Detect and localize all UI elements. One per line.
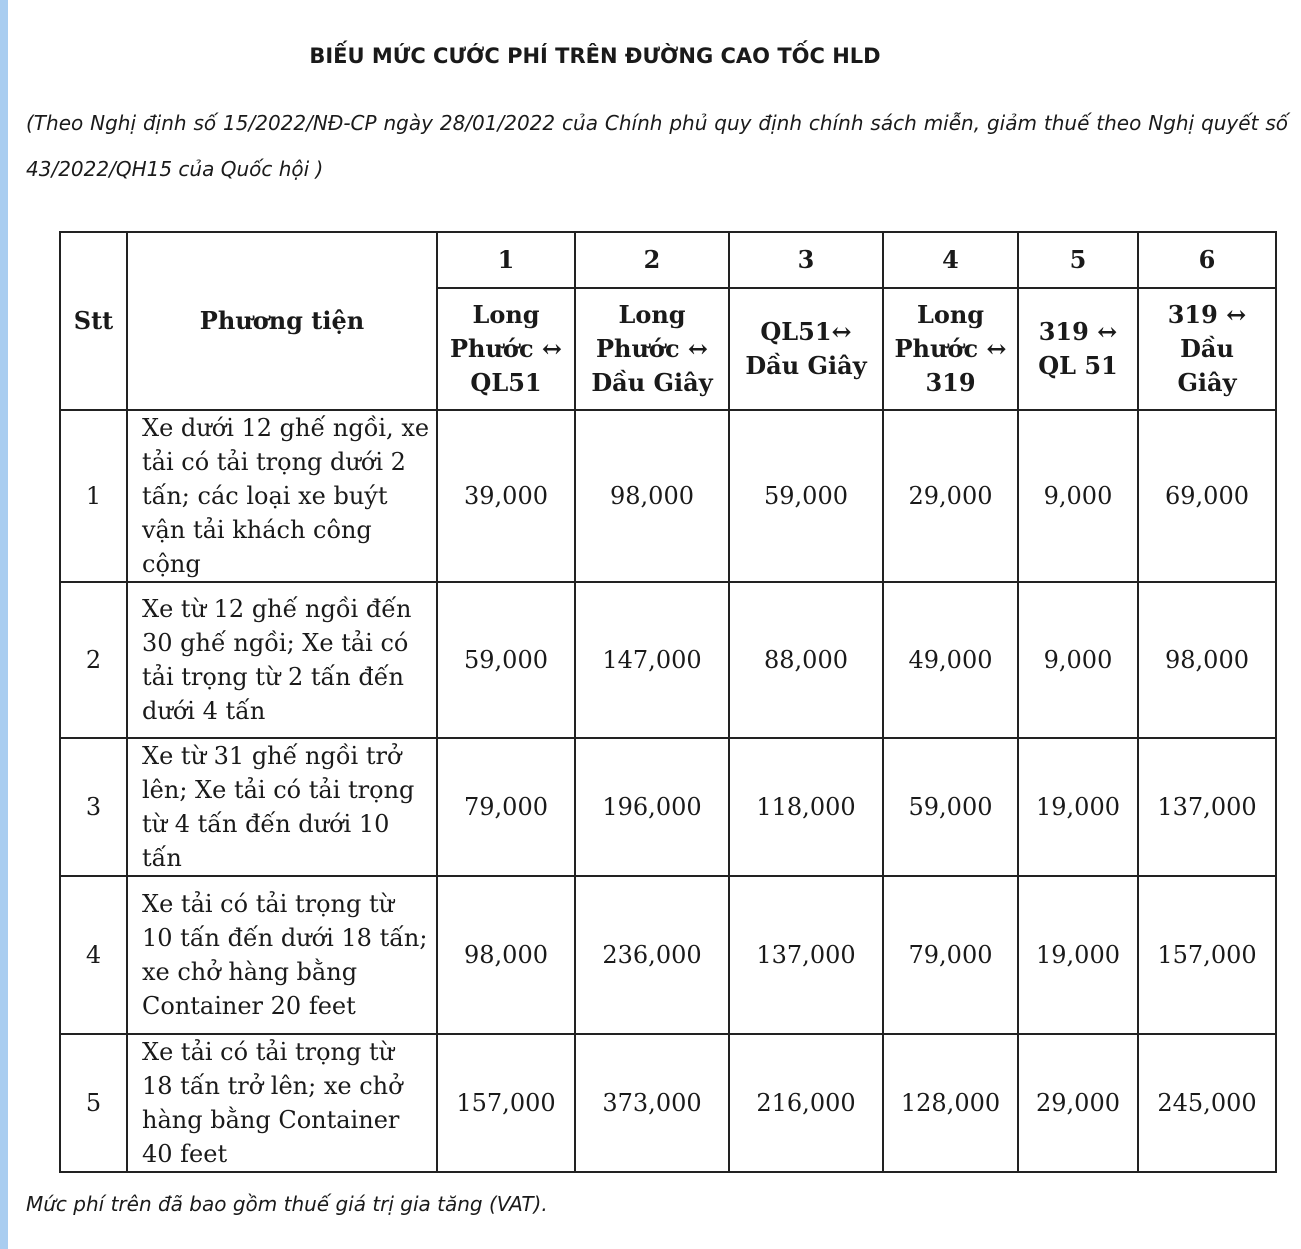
fee-cell: 79,000 bbox=[437, 738, 575, 876]
vehicle-cell: Xe tải có tải trọng từ 10 tấn đến dưới 18 tấn; xe chở hàng bằng Container 20 feet bbox=[127, 876, 437, 1034]
vat-note: Mức phí trên đã bao gồm thuế giá trị gia tăng (VAT). bbox=[26, 1192, 548, 1216]
column-number: 5 bbox=[1018, 232, 1138, 288]
stt-cell: 2 bbox=[60, 582, 127, 738]
fee-cell: 216,000 bbox=[729, 1034, 883, 1172]
fee-cell: 59,000 bbox=[883, 738, 1018, 876]
document-title: BIẾU MỨC CƯỚC PHÍ TRÊN ĐƯỜNG CAO TỐC HLD bbox=[309, 44, 881, 68]
table-row bbox=[60, 582, 1276, 738]
stt-cell: 1 bbox=[60, 410, 127, 582]
fee-cell: 98,000 bbox=[437, 876, 575, 1034]
stt-cell: 3 bbox=[60, 738, 127, 876]
fee-cell: 9,000 bbox=[1018, 410, 1138, 582]
table-row bbox=[60, 876, 1276, 1034]
fee-cell: 19,000 bbox=[1018, 876, 1138, 1034]
vehicle-cell: Xe tải có tải trọng từ 18 tấn trở lên; xe chở hàng bằng Container 40 feet bbox=[127, 1034, 437, 1172]
fee-cell: 137,000 bbox=[1138, 738, 1276, 876]
fee-cell: 128,000 bbox=[883, 1034, 1018, 1172]
fee-cell: 59,000 bbox=[437, 582, 575, 738]
left-accent-bar bbox=[0, 0, 8, 1249]
fee-cell: 88,000 bbox=[729, 582, 883, 738]
column-number: 3 bbox=[729, 232, 883, 288]
route-header: Long Phước ↔ QL51 bbox=[437, 288, 575, 410]
fee-cell: 29,000 bbox=[883, 410, 1018, 582]
column-number: 2 bbox=[575, 232, 729, 288]
fee-cell: 69,000 bbox=[1138, 410, 1276, 582]
table-row bbox=[60, 410, 1276, 582]
fee-cell: 59,000 bbox=[729, 410, 883, 582]
fee-cell: 157,000 bbox=[1138, 876, 1276, 1034]
fee-cell: 98,000 bbox=[575, 410, 729, 582]
stt-cell: 5 bbox=[60, 1034, 127, 1172]
document-subtitle: (Theo Nghị định số 15/2022/NĐ-CP ngày 28/01/2022 của Chính phủ quy định chính sách miễn, giảm thuế theo Nghị quyết số 43/2022/QH15 của Quốc hội ) bbox=[26, 111, 1288, 181]
column-number: 4 bbox=[883, 232, 1018, 288]
fee-cell: 236,000 bbox=[575, 876, 729, 1034]
fee-cell: 147,000 bbox=[575, 582, 729, 738]
fee-cell: 9,000 bbox=[1018, 582, 1138, 738]
fee-cell: 245,000 bbox=[1138, 1034, 1276, 1172]
fee-cell: 49,000 bbox=[883, 582, 1018, 738]
column-number: 6 bbox=[1138, 232, 1276, 288]
fee-cell: 98,000 bbox=[1138, 582, 1276, 738]
route-header: QL51↔ Dầu Giây bbox=[729, 288, 883, 410]
fee-cell: 118,000 bbox=[729, 738, 883, 876]
vehicle-header: Phương tiện bbox=[127, 232, 437, 410]
route-header: 319 ↔ QL 51 bbox=[1018, 288, 1138, 410]
fee-cell: 39,000 bbox=[437, 410, 575, 582]
fee-cell: 19,000 bbox=[1018, 738, 1138, 876]
route-header: Long Phước ↔ Dầu Giây bbox=[575, 288, 729, 410]
vehicle-cell: Xe từ 31 ghế ngồi trở lên; Xe tải có tải trọng từ 4 tấn đến dưới 10 tấn bbox=[127, 738, 437, 876]
fee-cell: 137,000 bbox=[729, 876, 883, 1034]
vehicle-cell: Xe từ 12 ghế ngồi đến 30 ghế ngồi; Xe tải có tải trọng từ 2 tấn đến dưới 4 tấn bbox=[127, 582, 437, 738]
stt-cell: 4 bbox=[60, 876, 127, 1034]
vehicle-cell: Xe dưới 12 ghế ngồi, xe tải có tải trọng dưới 2 tấn; các loại xe buýt vận tải khách công cộng bbox=[127, 410, 437, 582]
fee-cell: 196,000 bbox=[575, 738, 729, 876]
route-header: Long Phước ↔ 319 bbox=[883, 288, 1018, 410]
fee-cell: 29,000 bbox=[1018, 1034, 1138, 1172]
fee-cell: 157,000 bbox=[437, 1034, 575, 1172]
stt-header: Stt bbox=[60, 232, 127, 410]
table-row bbox=[60, 738, 1276, 876]
table-row bbox=[60, 1034, 1276, 1172]
route-header: 319 ↔ Dầu Giây bbox=[1138, 288, 1276, 410]
column-number: 1 bbox=[437, 232, 575, 288]
toll-fee-table bbox=[59, 231, 1277, 1173]
fee-cell: 79,000 bbox=[883, 876, 1018, 1034]
fee-cell: 373,000 bbox=[575, 1034, 729, 1172]
